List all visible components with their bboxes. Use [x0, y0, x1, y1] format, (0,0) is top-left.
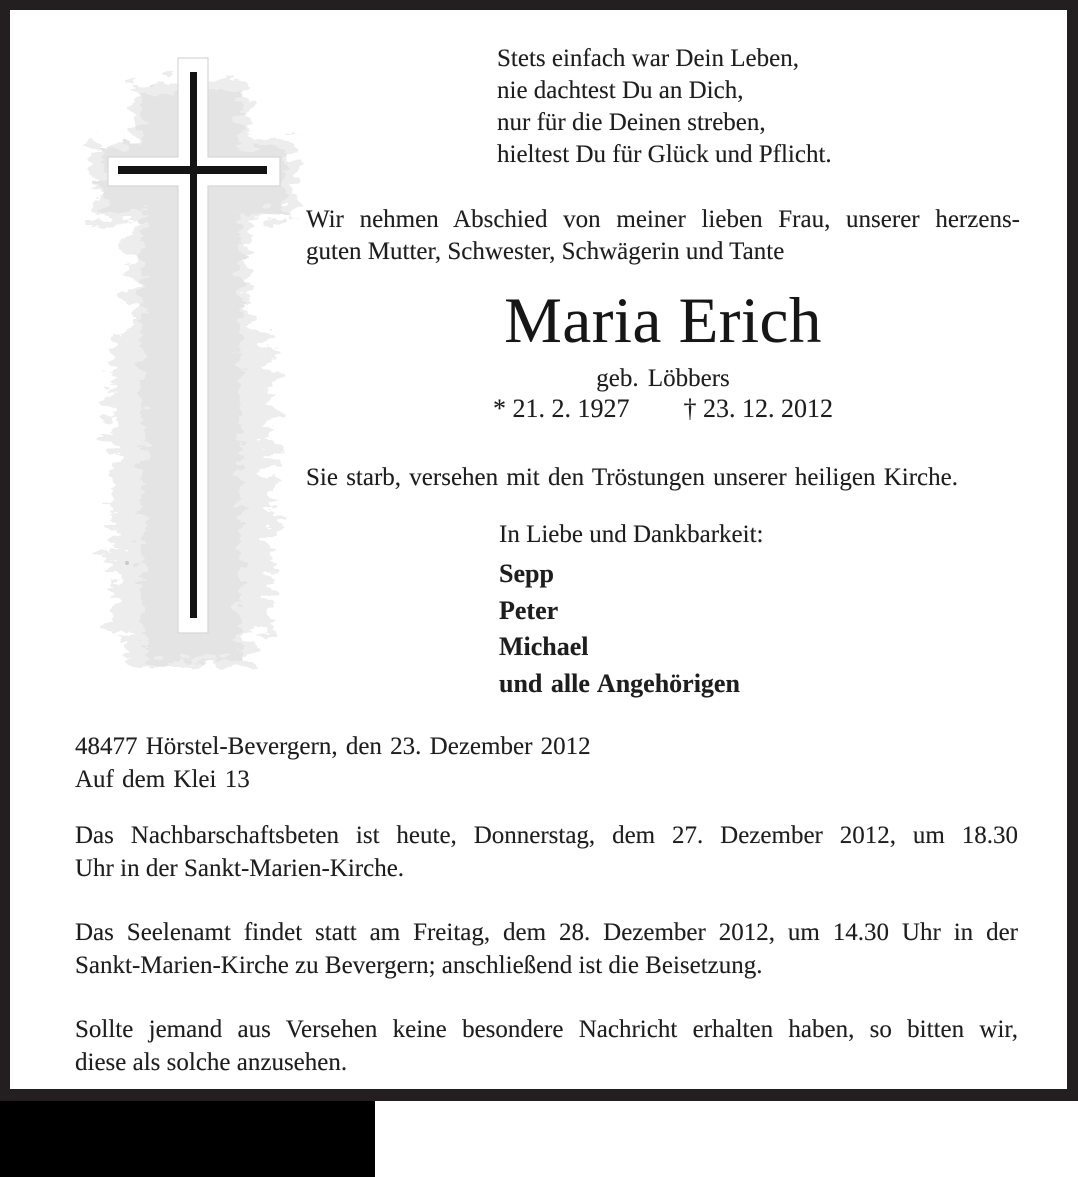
- deceased-name: Maria Erich: [504, 285, 822, 357]
- announcement-nachricht: [75, 1013, 1018, 1079]
- mourner-name: Peter: [499, 595, 559, 625]
- announcement-line: Das Seelenamt findet statt am Freitag, dem 28. Dezember 2012, um 14.30 Uhr in der: [75, 919, 1018, 946]
- maiden-name: geb. Löbbers: [596, 365, 730, 392]
- ink-speck: [125, 561, 129, 565]
- poem-line: nur für die Deinen streben,: [497, 109, 766, 136]
- intro-paragraph: [306, 204, 1020, 268]
- poem-line: nie dachtest Du an Dich,: [497, 77, 744, 104]
- announcement-line: Uhr in der Sankt-Marien-Kirche.: [75, 855, 405, 882]
- announcement-line: Sollte jemand aus Versehen keine besondere Nachricht erhalten haben, so bitten wir,: [75, 1016, 1018, 1043]
- death-date: † 23. 12. 2012: [683, 394, 833, 423]
- address-block: [75, 730, 591, 796]
- announcement-line: Das Nachbarschaftsbeten ist heute, Donnerstag, dem 27. Dezember 2012, um 18.30: [75, 822, 1018, 849]
- announcement-nachbarschaftsbeten: [75, 819, 1018, 885]
- cross-vertical-bar: [190, 72, 197, 618]
- mourner-name: Michael: [499, 632, 589, 661]
- birth-date: * 21. 2. 1927: [493, 394, 630, 423]
- poem-line: hieltest Du für Glück und Pflicht.: [497, 141, 832, 168]
- announcement-line: Sankt-Marien-Kirche zu Bevergern; anschließend ist die Beisetzung.: [75, 952, 763, 979]
- redaction-block: [0, 1101, 375, 1177]
- intro-line: Wir nehmen Abschied von meiner lieben Frau, unserer herzens-: [306, 206, 1020, 233]
- poem: [497, 43, 832, 171]
- mourner-name: und alle Angehörigen: [499, 668, 740, 698]
- address-line: 48477 Hörstel-Bevergern, den 23. Dezember 2012: [75, 733, 591, 760]
- intro-line: guten Mutter, Schwester, Schwägerin und Tante: [306, 238, 785, 265]
- farewell-names: [499, 556, 740, 702]
- address-line: Auf dem Klei 13: [75, 766, 250, 793]
- passing-line: Sie starb, versehen mit den Tröstungen unserer heiligen Kirche.: [306, 464, 958, 491]
- farewell-heading: In Liebe und Dankbarkeit:: [499, 521, 764, 548]
- life-dates: [306, 393, 1020, 425]
- announcement-seelenamt: [75, 916, 1018, 982]
- cross-horizontal-bar: [118, 166, 267, 174]
- cross-graphic: [60, 43, 310, 688]
- poem-line: Stets einfach war Dein Leben,: [497, 45, 799, 72]
- announcement-line: diese als solche anzusehen.: [75, 1049, 348, 1076]
- mourner-name: Sepp: [499, 559, 554, 588]
- cross-icon: [60, 43, 310, 688]
